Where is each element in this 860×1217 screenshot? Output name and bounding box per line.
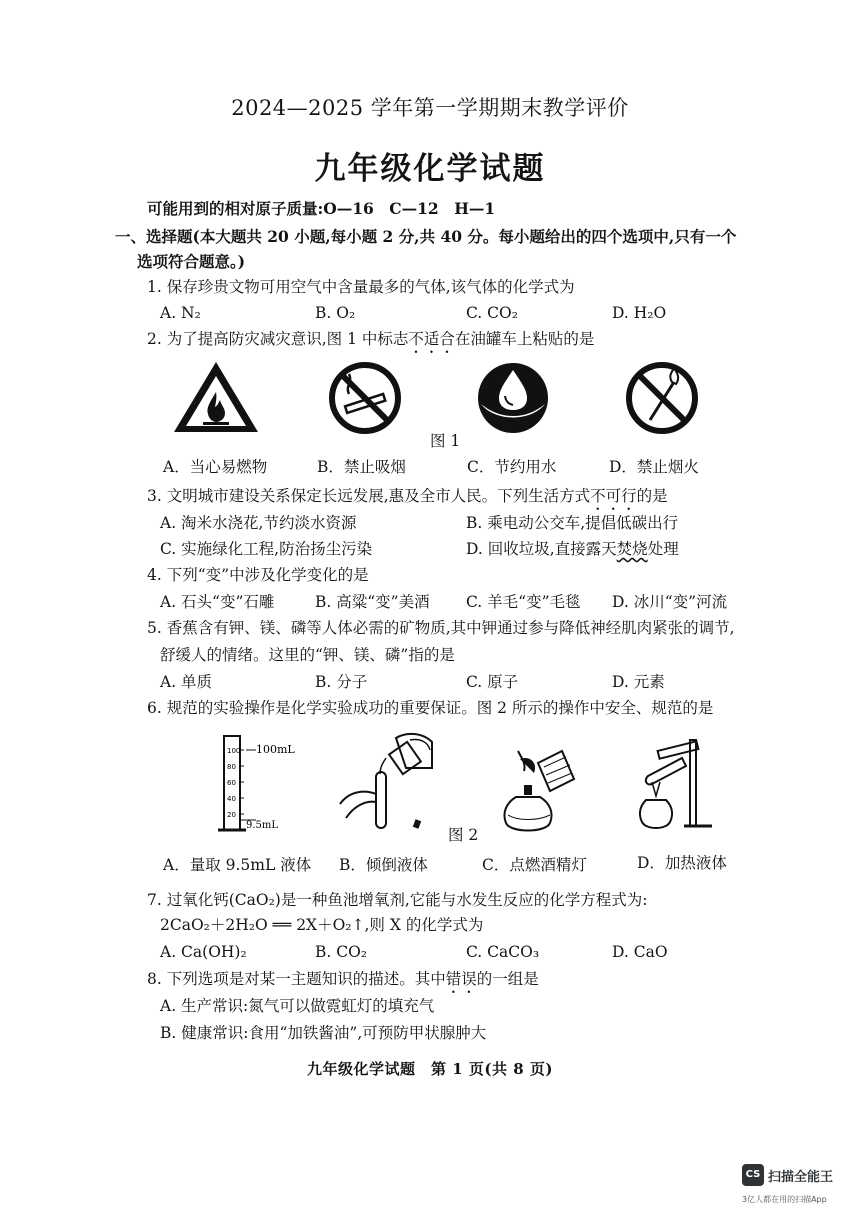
question-3-option-b: B. 乘电动公交车,提倡低碳出行 <box>466 514 679 532</box>
question-3-option-c: C. 实施绿化工程,防治扬尘污染 <box>160 540 373 558</box>
question-1-option-b: B. O₂ <box>315 304 356 322</box>
question-1-option-a: A. N₂ <box>160 304 201 322</box>
question-6-option-d: D．加热液体 <box>637 854 727 872</box>
question-2-option-b: B．禁止吸烟 <box>317 458 406 476</box>
page-footer: 九年级化学试题 第 1 页(共 8 页) <box>307 1060 553 1078</box>
no-open-flame-sign-icon <box>624 360 700 436</box>
question-4-option-c: C. 羊毛“变”毛毯 <box>466 593 581 611</box>
question-3-emphasis: 不可行 <box>590 487 637 505</box>
question-2-stem-pre: 2. 为了提高防灾减灾意识,图 1 中标志 <box>147 330 409 348</box>
question-6-option-c: C．点燃酒精灯 <box>482 856 587 874</box>
question-2-option-a: A．当心易燃物 <box>163 458 268 476</box>
question-4-option-b: B. 高粱“变”美酒 <box>315 593 430 611</box>
camscanner-logo-icon: CS <box>742 1164 764 1186</box>
question-8-option-a: A. 生产常识:氮气可以做霓虹灯的填充气 <box>160 997 435 1015</box>
question-1-stem: 1. 保存珍贵文物可用空气中含量最多的气体,该气体的化学式为 <box>147 278 575 296</box>
question-1-option-d: D. H₂O <box>612 304 667 322</box>
question-4-option-d: D. 冰川“变”河流 <box>612 593 728 611</box>
question-1-option-c: C. CO₂ <box>466 304 518 322</box>
question-8-stem-pre: 8. 下列选项是对某一主题知识的描述。其中 <box>147 970 446 988</box>
cylinder-tick-20: 20 <box>227 811 236 819</box>
cylinder-tick-100: 100 <box>227 747 241 755</box>
question-5-option-d: D. 元素 <box>612 673 665 691</box>
cylinder-tick-80: 80 <box>227 763 236 771</box>
question-2-option-c: C．节约用水 <box>467 458 557 476</box>
question-3-stem-pre: 3. 文明城市建设关系保定长远发展,惠及全市人民。下列生活方式 <box>147 487 591 505</box>
question-2-emphasis: 不适合 <box>408 330 455 348</box>
question-7-option-a: A. Ca(OH)₂ <box>160 943 247 961</box>
question-8-option-b: B. 健康常识:食用“加铁酱油”,可预防甲状腺肿大 <box>160 1024 487 1042</box>
figure-2-label: 图 2 <box>448 826 479 844</box>
question-2-stem <box>147 329 594 357</box>
question-3-option-a: A. 淘米水浇花,节约淡水资源 <box>160 514 357 532</box>
question-7-option-b: B. CO₂ <box>315 943 368 961</box>
question-2-option-d: D．禁止烟火 <box>609 458 699 476</box>
question-5-stem-cont: 舒缓人的情绪。这里的“钾、镁、磷”指的是 <box>160 646 455 664</box>
question-8-stem-post: 的一组是 <box>476 970 539 988</box>
camscanner-tagline: 3亿人都在用的扫描App <box>742 1195 827 1204</box>
cylinder-tick-40: 40 <box>227 795 236 803</box>
question-8-stem <box>147 969 539 997</box>
graduated-cylinder-figure <box>210 730 302 838</box>
question-7-option-d: D. CaO <box>612 943 668 961</box>
lighting-alcohol-lamp-figure <box>498 745 588 839</box>
atomic-mass-note: 可能用到的相对原子质量:O—16 C—12 H—1 <box>147 199 496 218</box>
save-water-sign-icon <box>475 360 551 436</box>
question-5-option-b: B. 分子 <box>315 673 368 691</box>
question-5-stem: 5. 香蕉含有钾、镁、磷等人体必需的矿物质,其中钾通过参与降低神经肌肉紧张的调节, <box>147 619 735 637</box>
no-smoking-sign-icon <box>327 360 403 436</box>
question-3-option-d <box>466 539 679 559</box>
heating-liquid-figure <box>632 736 724 836</box>
camscanner-name: 扫描全能王 <box>768 1170 834 1185</box>
question-7-option-c: C. CaCO₃ <box>466 943 540 961</box>
question-5-option-c: C. 原子 <box>466 673 519 691</box>
figure-1-label: 图 1 <box>430 432 461 450</box>
section-instructions: 一、选择题(本大题共 20 小题,每小题 2 分,共 40 分。每小题给出的四个选项中,只有一个 <box>115 227 737 246</box>
question-4-option-a: A. 石头“变”石雕 <box>160 593 275 611</box>
question-2-stem-post: 在油罐车上粘贴的是 <box>454 330 595 348</box>
question-7-stem: 7. 过氧化钙(CaO₂)是一种鱼池增氧剂,它能与水发生反应的化学方程式为: <box>147 891 648 909</box>
question-3-option-d-post: 处理 <box>647 540 679 558</box>
pouring-liquid-figure <box>336 728 444 838</box>
section-instructions-cont: 选项符合题意。) <box>137 252 246 271</box>
cylinder-label-100ml: 100mL <box>256 743 295 756</box>
question-7-equation: 2CaO₂＋2H₂O ══ 2X＋O₂↑,则 X 的化学式为 <box>160 916 484 934</box>
flammable-warning-sign-icon <box>170 358 262 436</box>
exam-header: 2024—2025 学年第一学期期末教学评价 <box>231 96 629 120</box>
question-3-stem-post: 的是 <box>636 487 668 505</box>
question-5-option-a: A. 单质 <box>160 673 213 691</box>
cylinder-label-9-5ml: 9.5mL <box>246 820 279 831</box>
question-8-emphasis: 错误 <box>445 970 477 988</box>
question-3-stem <box>147 486 668 514</box>
question-3-option-d-emphasis: 焚烧 <box>616 540 648 558</box>
question-3-option-d-pre: D. 回收垃圾,直接露天 <box>466 540 617 558</box>
cylinder-tick-60: 60 <box>227 779 236 787</box>
question-6-option-b: B．倾倒液体 <box>339 856 428 874</box>
question-6-option-a: A．量取 9.5mL 液体 <box>163 856 312 874</box>
question-6-stem: 6. 规范的实验操作是化学实验成功的重要保证。图 2 所示的操作中安全、规范的是 <box>147 699 714 717</box>
question-4-stem: 4. 下列“变”中涉及化学变化的是 <box>147 566 369 584</box>
exam-title: 九年级化学试题 <box>314 151 546 187</box>
